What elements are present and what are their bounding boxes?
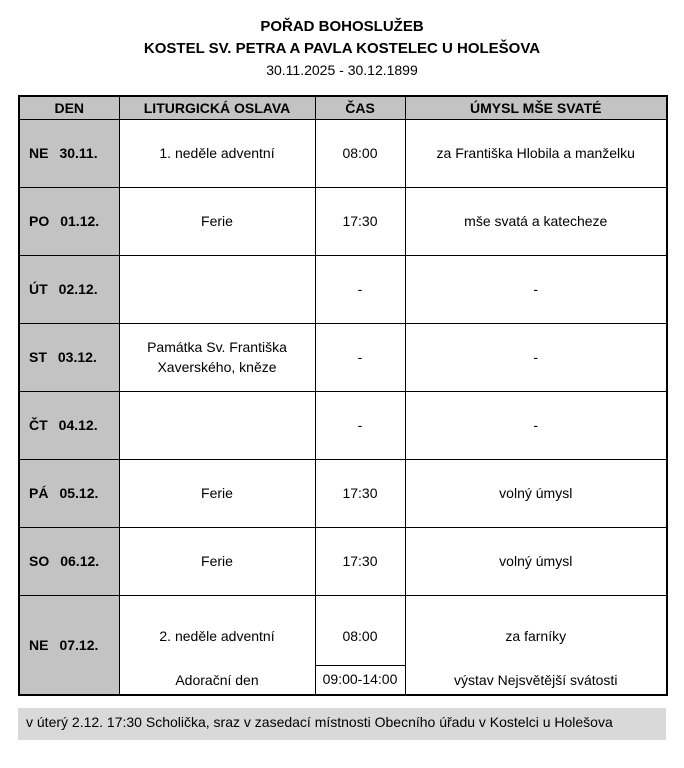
time-cell: - — [315, 391, 405, 459]
intention-secondary: výstav Nejsvětější svátosti — [454, 672, 618, 689]
day-date: 01.12. — [60, 212, 100, 229]
celebration-stack — [120, 596, 315, 694]
column-header-celebration: LITURGICKÁ OSLAVA — [119, 96, 315, 120]
day-cell — [19, 187, 119, 255]
day-date: 07.12. — [59, 636, 99, 653]
celebration-cell: Ferie — [119, 459, 315, 527]
date-range: 30.11.2025 - 30.12.1899 — [266, 61, 418, 78]
celebration-cell: Ferie — [119, 187, 315, 255]
day-abbrev: ST — [29, 348, 47, 365]
time-cell — [315, 595, 405, 695]
day-date: 02.12. — [58, 280, 98, 297]
time-cell: 08:00 — [315, 119, 405, 187]
table-row — [19, 527, 667, 595]
table-row — [19, 595, 667, 695]
page-title: POŘAD BOHOSLUŽEB — [260, 18, 424, 35]
intention-stack — [406, 596, 667, 694]
celebration-secondary: Adorační den — [175, 672, 259, 689]
day-cell — [19, 119, 119, 187]
table-row — [19, 323, 667, 391]
celebration-cell — [119, 391, 315, 459]
table-row — [19, 391, 667, 459]
intention-cell: za Františka Hlobila a manželku — [405, 119, 667, 187]
time-stack — [316, 596, 405, 694]
day-cell — [19, 391, 119, 459]
column-header-time: ČAS — [315, 96, 405, 120]
celebration-cell: 1. neděle adventní — [119, 119, 315, 187]
day-date: 03.12. — [57, 348, 97, 365]
intention-cell: - — [405, 255, 667, 323]
day-abbrev: SO — [29, 552, 50, 569]
intention-cell — [405, 595, 667, 695]
time-secondary: 09:00-14:00 — [316, 665, 405, 693]
page-subtitle: KOSTEL SV. PETRA A PAVLA KOSTELEC U HOLEŠOVA — [143, 39, 541, 57]
intention-cell: volný úmysl — [405, 459, 667, 527]
title-block — [18, 16, 666, 81]
day-date: 06.12. — [60, 552, 100, 569]
day-cell — [19, 595, 119, 695]
column-header-day: DEN — [19, 96, 119, 120]
time-cell: - — [315, 255, 405, 323]
intention-cell: mše svatá a katecheze — [405, 187, 667, 255]
day-abbrev: PÁ — [29, 484, 49, 501]
table-row — [19, 255, 667, 323]
day-date: 05.12. — [59, 484, 99, 501]
day-cell — [19, 323, 119, 391]
intention-cell: - — [405, 323, 667, 391]
intention-cell: - — [405, 391, 667, 459]
day-cell — [19, 459, 119, 527]
schedule-table — [18, 95, 668, 697]
table-row — [19, 459, 667, 527]
column-header-intention: ÚMYSL MŠE SVATÉ — [405, 96, 667, 120]
day-abbrev: NE — [29, 144, 49, 161]
day-abbrev: PO — [29, 212, 50, 229]
celebration-cell — [119, 595, 315, 695]
table-header-row — [19, 96, 667, 120]
celebration-cell — [119, 255, 315, 323]
time-cell: 17:30 — [315, 459, 405, 527]
footer-note: v úterý 2.12. 17:30 Scholička, sraz v zasedací místnosti Obecního úřadu v Kostelci u Holešova — [18, 708, 666, 740]
celebration-primary: 2. neděle adventní — [159, 627, 275, 644]
day-cell — [19, 527, 119, 595]
time-cell: 17:30 — [315, 527, 405, 595]
day-date: 04.12. — [58, 416, 98, 433]
time-cell: 17:30 — [315, 187, 405, 255]
time-cell: - — [315, 323, 405, 391]
table-row — [19, 119, 667, 187]
day-cell — [19, 255, 119, 323]
celebration-cell: Ferie — [119, 527, 315, 595]
day-abbrev: ČT — [29, 416, 48, 433]
celebration-cell: Památka Sv. Františka Xaverského, kněze — [119, 323, 315, 391]
day-abbrev: NE — [29, 636, 49, 653]
table-row — [19, 187, 667, 255]
time-primary: 08:00 — [342, 627, 378, 644]
intention-cell: volný úmysl — [405, 527, 667, 595]
intention-primary: za farníky — [505, 627, 567, 644]
day-date: 30.11. — [59, 144, 98, 161]
day-abbrev: ÚT — [29, 280, 48, 297]
